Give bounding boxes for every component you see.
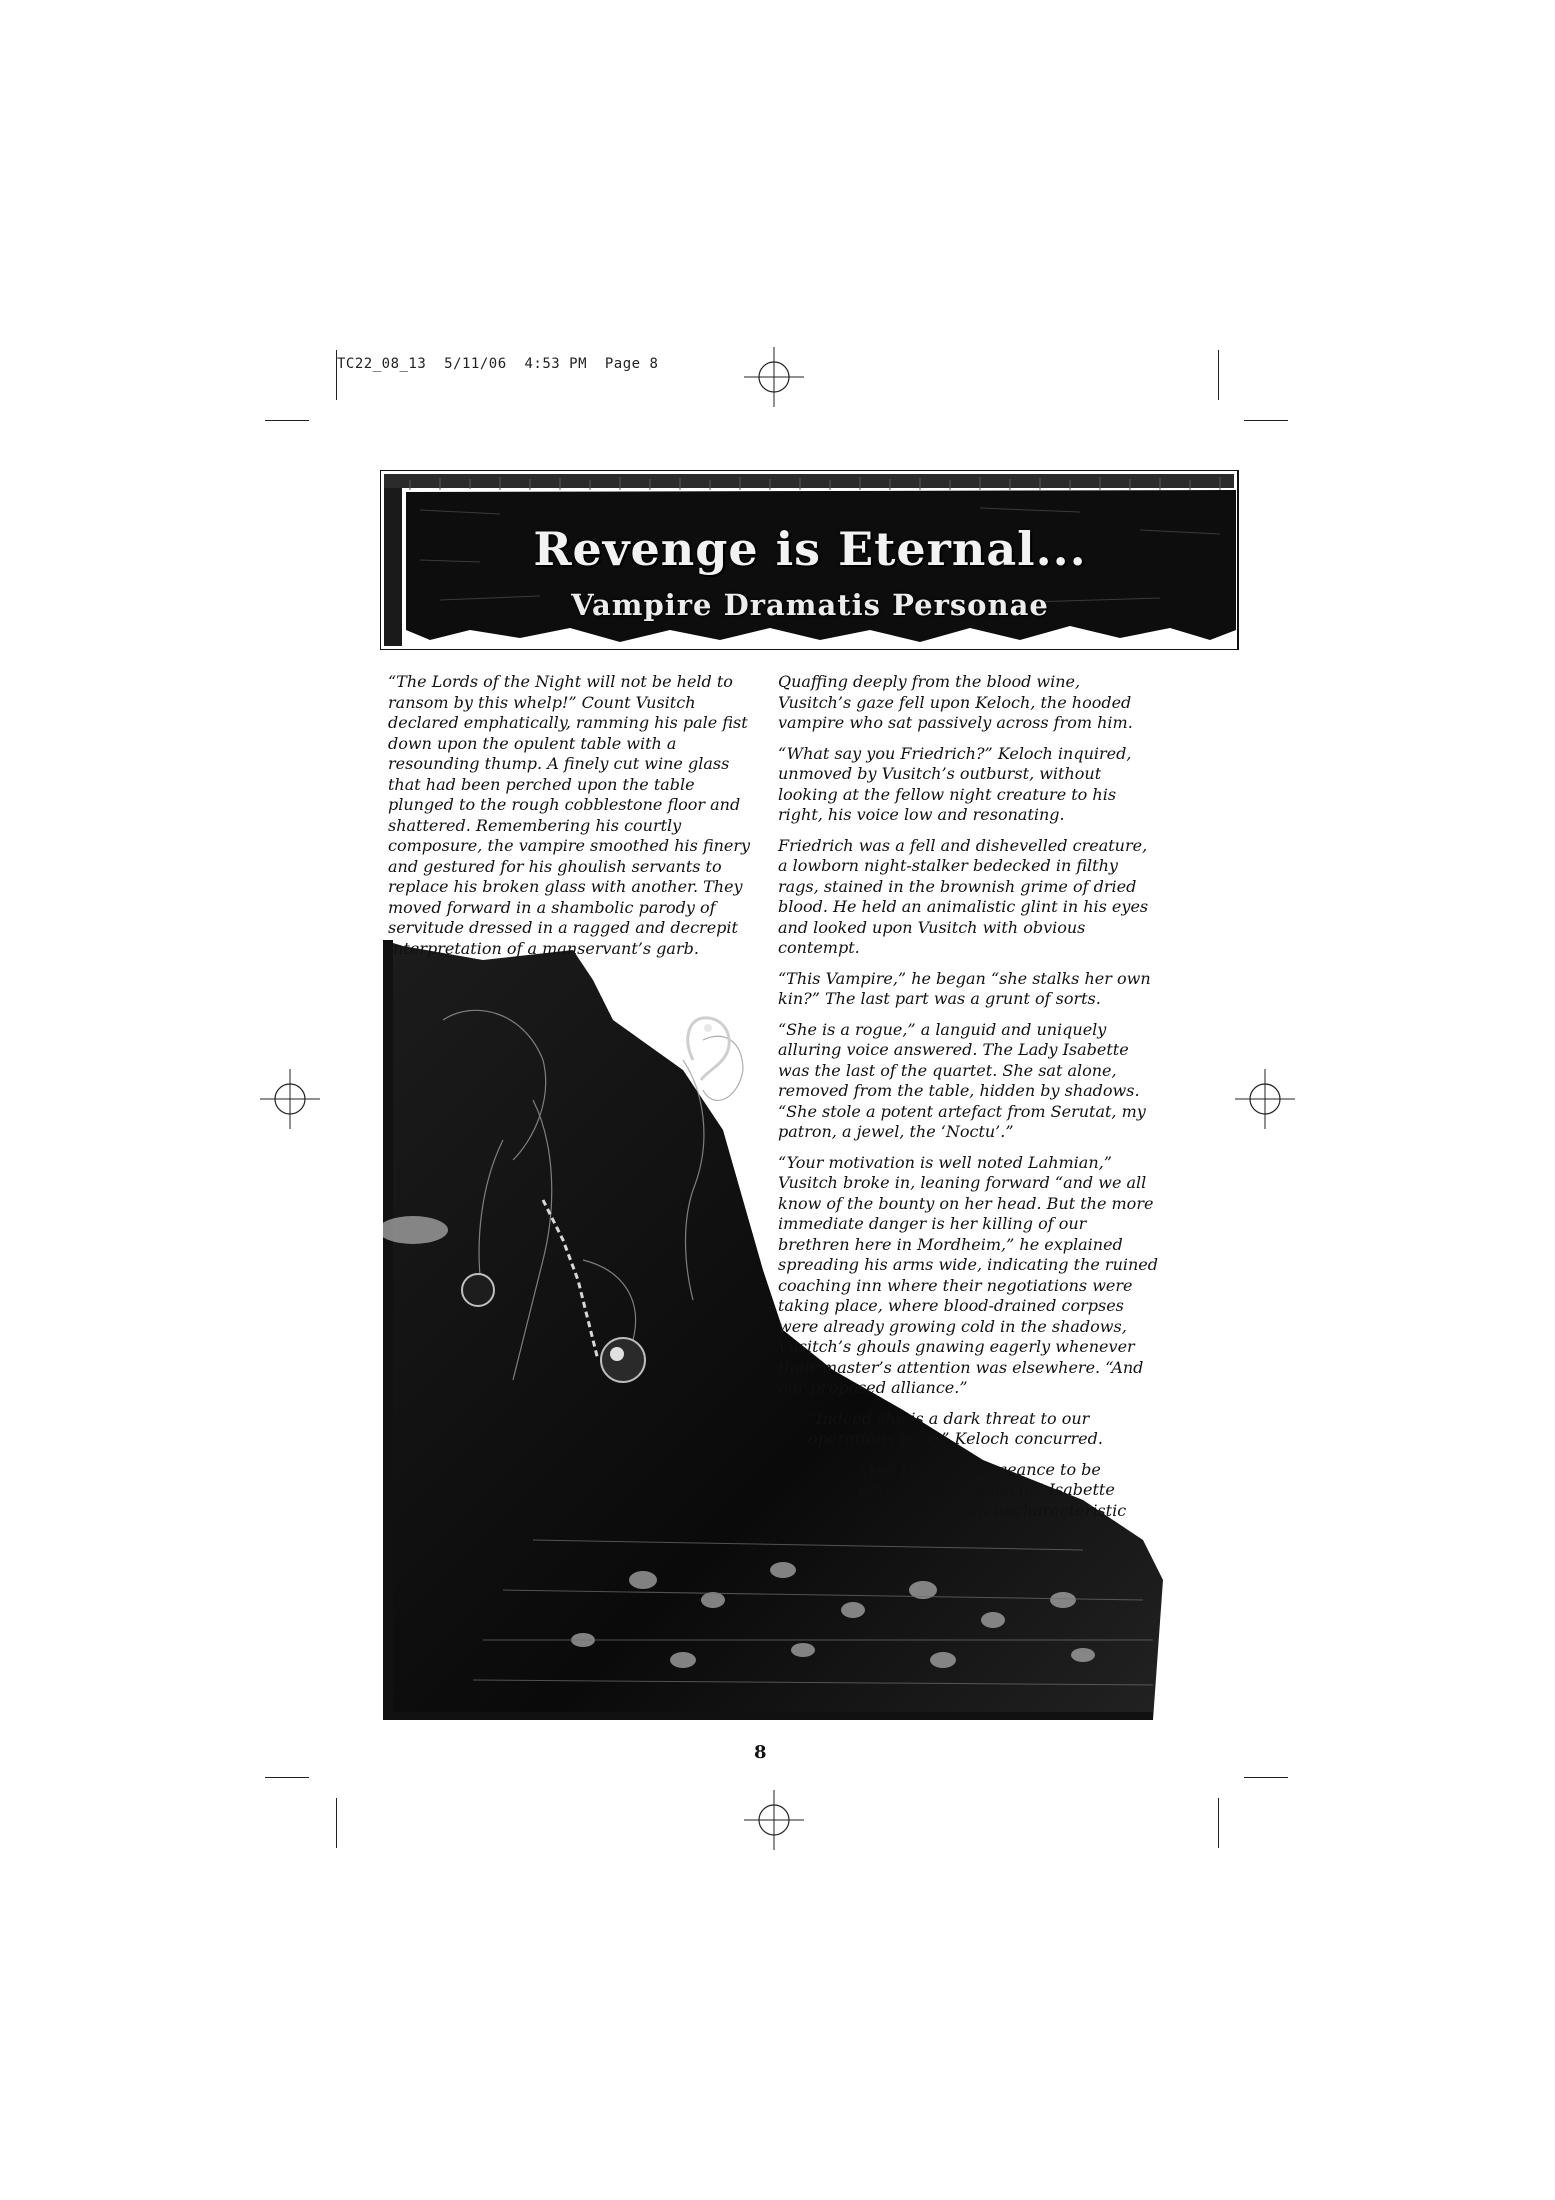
registration-mark-icon (744, 347, 804, 407)
left-column (388, 672, 758, 969)
story-paragraph: “She is a rogue,” a languid and uniquely alluring voice answered. The Lady Isabette was the last of the quartet. She sat alone, removed from the table, hidden by shadows. “She stole a potent artefact from Serutat, my patron, a jewel, the ‘Noctu’.” (778, 1019, 1146, 1141)
story-paragraph: Quaffing deeply from the blood wine, Vusitch’s gaze fell upon Keloch, the hooded vampire who sat passively across from him. (778, 672, 1133, 732)
crop-mark (1218, 1798, 1219, 1848)
page-number: 8 (754, 1742, 767, 1763)
story-paragraph: “Your motivation is well noted Lahmian,” Vusitch broke in, leaning forward “and we all know of the bounty on her head. But the more immediate danger is her killing of our brethren here in Mordheim,” he explained spreading his arms wide, indicating the ruined coaching inn where their negotiations were taking place, where blood-drained corpses were already growing cold in the shadows, Vusitch’s ghouls gnawing eagerly whenever their master’s attention was elsewhere. “And our proposed alliance.” (778, 1152, 1159, 1397)
story-paragraph: “This Vampire,” he began “she stalks her own kin?” The last part was a grunt of sorts. (778, 968, 1151, 1008)
printer-slug: TC22_08_13 5/11/06 4:53 PM Page 8 (337, 356, 659, 372)
story-paragraph: “And there is vengeance to be wrought also, Keloch!” Isabette demanded in an uncharacteristic show (858, 1459, 1127, 1540)
crop-mark (1244, 1777, 1288, 1778)
crop-mark (336, 1798, 337, 1848)
crop-mark (1244, 420, 1288, 421)
registration-mark-icon (260, 1069, 320, 1129)
crop-mark (1218, 350, 1219, 400)
page-title: Revenge is Eternal... (533, 522, 1087, 576)
page-subtitle: Vampire Dramatis Personae (571, 588, 1049, 622)
registration-mark-icon (1235, 1069, 1295, 1129)
right-column (778, 672, 1158, 1552)
registration-mark-icon (744, 1790, 804, 1850)
crop-mark (336, 350, 337, 400)
story-paragraph: “Indeed she is a dark threat to our operations here,” Keloch concurred. (808, 1408, 1103, 1448)
story-paragraph: “What say you Friedrich?” Keloch inquired, unmoved by Vusitch’s outburst, without looking at the fellow night creature to his right, his voice low and resonating. (778, 743, 1132, 824)
story-paragraph: Friedrich was a fell and dishevelled creature, a lowborn night-stalker bedecked in filthy rags, stained in the brownish grime of dried blood. He held an animalistic glint in his eyes and looked upon Vusitch with obvious contempt. (778, 835, 1149, 957)
story-paragraph: “The Lords of the Night will not be held to ransom by this whelp!” Count Vusitch declared emphatically, ramming his pale fist down upon the opulent table with a resounding thump. A finely cut wine glass that had been perched upon the table plunged to the rough cobblestone floor and shattered. Remembering his courtly composure, the vampire smoothed his finery and gestured for his ghoulish servants to replace his broken glass with another. They moved forward in a shambolic parody of servitude dressed in a ragged and decrepit interpretation of a manservant’s garb. (388, 672, 751, 958)
chapter-banner (380, 470, 1240, 650)
crop-mark (265, 420, 309, 421)
crop-mark (265, 1777, 309, 1778)
